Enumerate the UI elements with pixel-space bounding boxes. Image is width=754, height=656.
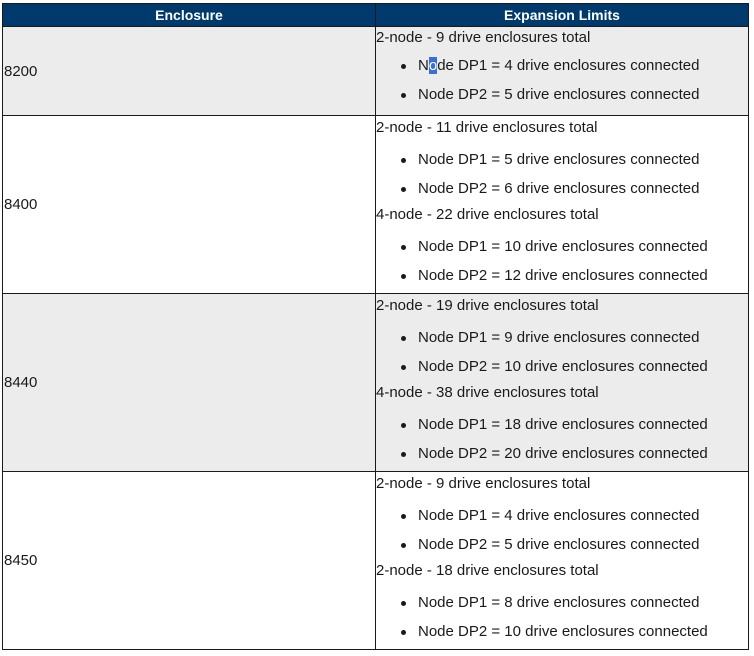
list-item bbox=[376, 51, 748, 80]
item-text: Node DP1 = 8 drive enclosures connected bbox=[418, 594, 700, 611]
bullet-icon bbox=[401, 452, 406, 457]
group-heading: 4-node - 22 drive enclosures total bbox=[376, 206, 599, 223]
list-item bbox=[376, 410, 748, 439]
bullet-icon bbox=[401, 514, 406, 519]
item-text: Node DP2 = 20 drive enclosures connected bbox=[418, 445, 708, 462]
table-row bbox=[3, 472, 749, 650]
node-list bbox=[376, 323, 748, 381]
list-item bbox=[376, 145, 748, 174]
limits-cell bbox=[376, 294, 749, 472]
item-text-start: N bbox=[418, 57, 429, 74]
expansion-limits-table bbox=[2, 3, 749, 650]
table-row bbox=[3, 27, 749, 116]
list-item bbox=[376, 174, 748, 203]
bullet-icon bbox=[401, 245, 406, 250]
item-text: Node DP1 = 5 drive enclosures connected bbox=[418, 151, 700, 168]
limits-cell bbox=[376, 116, 749, 294]
table-row bbox=[3, 294, 749, 472]
group-heading: 2-node - 9 drive enclosures total bbox=[376, 475, 591, 492]
node-list bbox=[376, 588, 748, 646]
group-heading: 4-node - 38 drive enclosures total bbox=[376, 384, 599, 401]
list-item bbox=[376, 80, 748, 109]
bullet-icon bbox=[401, 158, 406, 163]
bullet-icon bbox=[401, 630, 406, 635]
item-text: Node DP2 = 5 drive enclosures connected bbox=[418, 86, 700, 103]
list-item bbox=[376, 501, 748, 530]
node-list bbox=[376, 410, 748, 468]
bullet-icon bbox=[401, 274, 406, 279]
node-list bbox=[376, 51, 748, 109]
list-item bbox=[376, 352, 748, 381]
enclosure-cell: 8200 bbox=[3, 27, 376, 116]
node-list bbox=[376, 501, 748, 559]
list-item bbox=[376, 323, 748, 352]
list-item bbox=[376, 261, 748, 290]
bullet-icon bbox=[401, 93, 406, 98]
bullet-icon bbox=[401, 336, 406, 341]
group-heading: 2-node - 9 drive enclosures total bbox=[376, 29, 591, 46]
item-text: Node DP2 = 10 drive enclosures connected bbox=[418, 358, 708, 375]
item-text: Node DP2 = 12 drive enclosures connected bbox=[418, 267, 708, 284]
limits-cell bbox=[376, 27, 749, 116]
bullet-icon bbox=[401, 601, 406, 606]
table-row bbox=[3, 116, 749, 294]
group-heading: 2-node - 11 drive enclosures total bbox=[376, 119, 598, 136]
enclosure-cell: 8400 bbox=[3, 116, 376, 294]
header-expansion-limits: Expansion Limits bbox=[376, 4, 749, 27]
table-header-row bbox=[3, 4, 749, 27]
item-text: Node DP2 = 5 drive enclosures connected bbox=[418, 536, 700, 553]
item-text: Node DP1 = 18 drive enclosures connected bbox=[418, 416, 708, 433]
limits-cell bbox=[376, 472, 749, 650]
item-text: Node DP1 = 9 drive enclosures connected bbox=[418, 329, 700, 346]
enclosure-cell: 8440 bbox=[3, 294, 376, 472]
bullet-icon bbox=[401, 187, 406, 192]
bullet-icon bbox=[401, 365, 406, 370]
item-text-end: de DP1 = 4 drive enclosures connected bbox=[437, 57, 700, 74]
item-text: Node DP2 = 10 drive enclosures connected bbox=[418, 623, 708, 640]
node-list bbox=[376, 232, 748, 290]
item-text: Node DP2 = 6 drive enclosures connected bbox=[418, 180, 700, 197]
item-text: Node DP1 = 4 drive enclosures connected bbox=[418, 507, 700, 524]
text-selection[interactable]: o bbox=[428, 57, 438, 74]
enclosure-cell: 8450 bbox=[3, 472, 376, 650]
node-list bbox=[376, 145, 748, 203]
group-heading: 2-node - 18 drive enclosures total bbox=[376, 562, 599, 579]
list-item bbox=[376, 588, 748, 617]
bullet-icon bbox=[401, 64, 406, 69]
list-item bbox=[376, 232, 748, 261]
header-enclosure: Enclosure bbox=[3, 4, 376, 27]
list-item bbox=[376, 530, 748, 559]
bullet-icon bbox=[401, 423, 406, 428]
list-item bbox=[376, 439, 748, 468]
item-text: Node DP1 = 10 drive enclosures connected bbox=[418, 238, 708, 255]
list-item bbox=[376, 617, 748, 646]
bullet-icon bbox=[401, 543, 406, 548]
group-heading: 2-node - 19 drive enclosures total bbox=[376, 297, 599, 314]
